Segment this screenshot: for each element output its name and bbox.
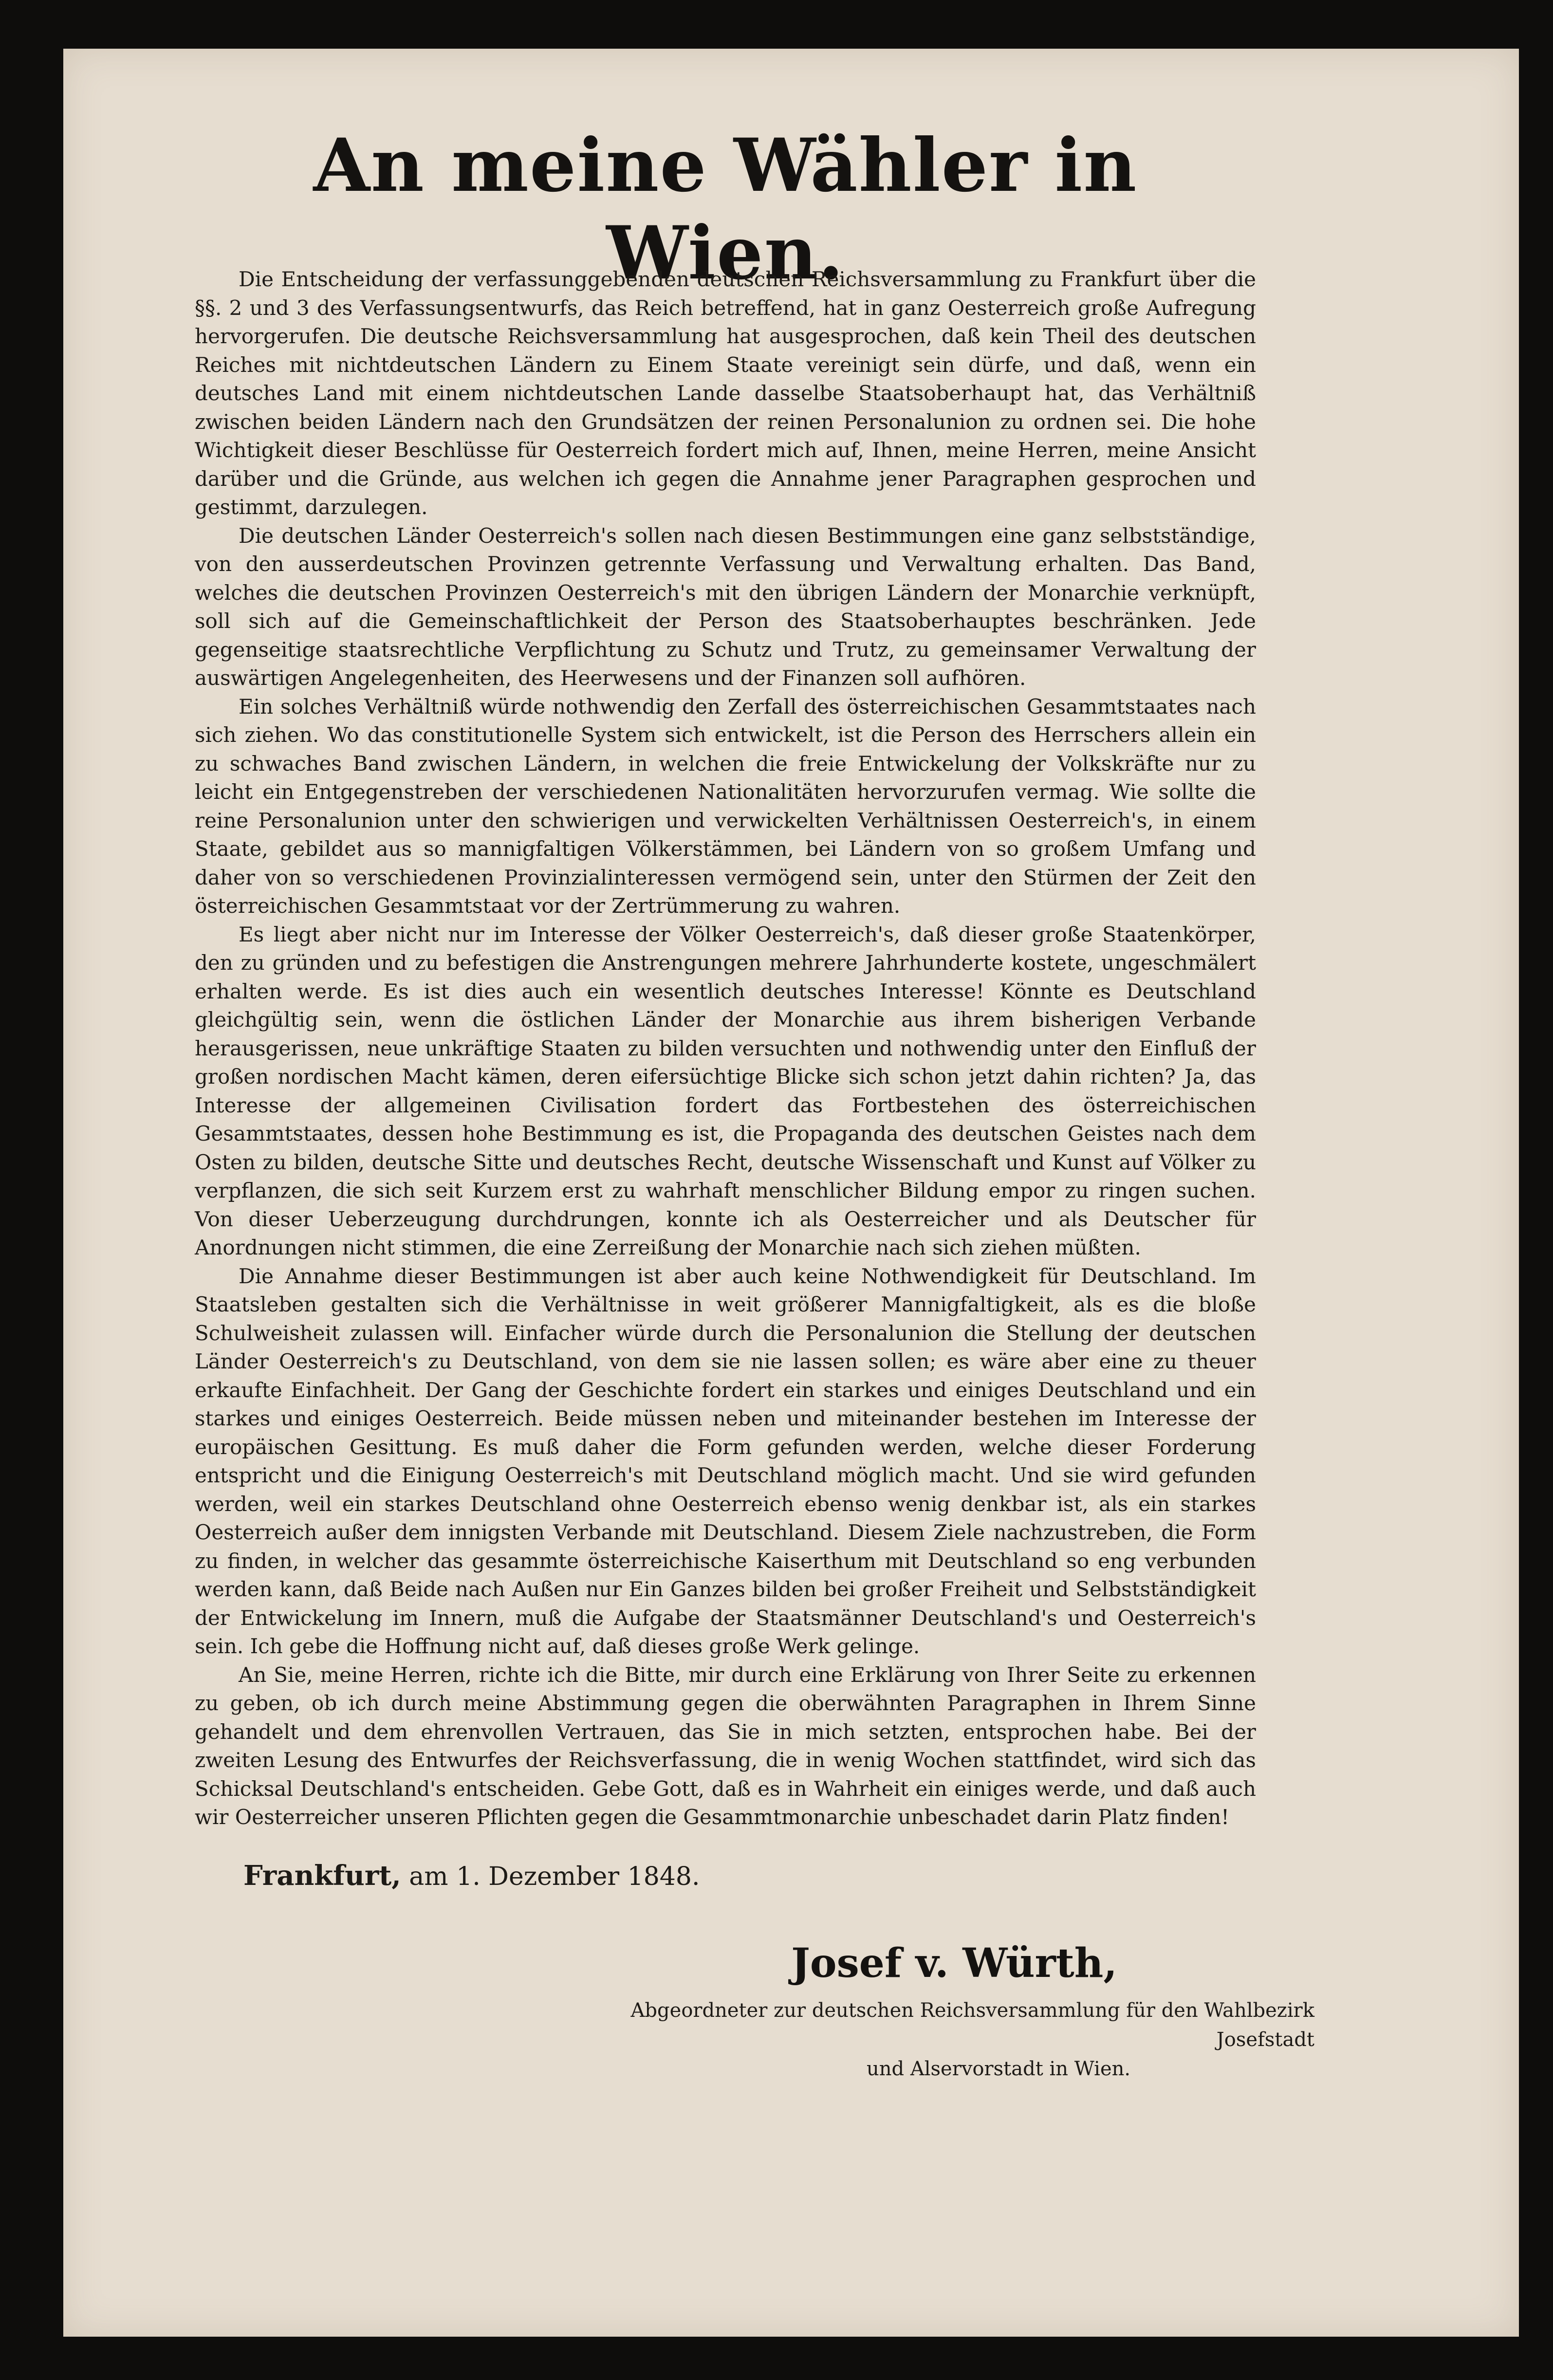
dateline-date: am 1. Dezember 1848. xyxy=(409,1862,700,1891)
signature-role xyxy=(536,1996,1314,2084)
paragraph: An Sie, meine Herren, richte ich die Bitte, mir durch eine Erklärung von Ihrer Seite zu erkennen zu geben, ob ich durch meine Abstimmung gegen die oberwähnten Paragraphen in Ihrem Sinne gehandelt und dem ehrenvollen Vertrauen, das Sie in mich setzten, entsprochen habe. Bei der zweiten Lesung des Entwurfes der Reichsverfassung, die in wenig Wochen stattfindet, wird sich das Schicksal Deutschland's entscheiden. Gebe Gott, daß es in Wahrheit ein einiges werde, und daß auch wir Oesterreicher unseren Pflichten gegen die Gesammtmonarchie unbeschadet darin Platz finden! xyxy=(195,1662,1256,1829)
signature-role-line: Abgeordneter zur deutschen Reichsversammlung für den Wahlbezirk Josefstadt xyxy=(630,1999,1314,2051)
paragraph: Die deutschen Länder Oesterreich's sollen nach diesen Bestimmungen eine ganz selbstständige, von den ausserdeutschen Provinzen getrennte Verfassung und Verwaltung erhalten. Das Band, welches die deutschen Provinzen Oesterreich's mit den übrigen Ländern der Monarchie verknüpft, soll sich auf die Gemeinschaftlichkeit der Person des Staatsoberhauptes beschränken. Jede gegenseitige staatsrechtliche Verpflichtung zu Schutz und Trutz, zu gemeinsamer Verwaltung der auswärtigen Angelegenheiten, des Heerwesens und der Finanzen soll aufhören. xyxy=(195,523,1256,690)
signature-name: Josef v. Würth, xyxy=(791,1940,1117,1987)
paragraph: Es liegt aber nicht nur im Interesse der Völker Oesterreich's, daß dieser große Staatenkörper, den zu gründen und zu befestigen die Anstrengungen mehrere Jahrhunderte kostete, ungeschmälert erhalten werde. Es ist dies auch ein wesentlich deutsches Interesse! Könnte es Deutschland gleichgültig sein, wenn die östlichen Länder der Monarchie aus ihrem bisherigen Verbande herausgerissen, neue unkräftige Staaten zu bilden versuchten und nothwendig unter den Einfluß der großen nordischen Macht kämen, deren eifersüchtige Blicke sich schon jetzt dahin richten? Ja, das Interesse der allgemeinen Civilisation fordert das Fortbestehen des österreichischen Gesammtstaates, dessen hohe Bestimmung es ist, die Propaganda des deutschen Geistes nach dem Osten zu bilden, deutsche Sitte und deutsches Recht, deutsche Wissenschaft und Kunst auf Völker zu verpflanzen, die sich seit Kurzem erst zu wahrhaft menschlicher Bildung empor zu ringen suchen. Von dieser Ueberzeugung durchdrungen, konnte ich als Oesterreicher und als Deutscher für Anordnungen nicht stimmen, die eine Zerreißung der Monarchie nach sich ziehen müßten. xyxy=(195,922,1256,1259)
paragraph: Ein solches Verhältniß würde nothwendig den Zerfall des österreichischen Gesammtstaates nach sich ziehen. Wo das constitutionelle System sich entwickelt, ist die Person des Herrschers allein ein zu schwaches Band zwischen Ländern, in welchen die freie Entwickelung der Volkskräfte nur zu leicht ein Entgegenstreben der verschiedenen Nationalitäten hervorzurufen vermag. Wie sollte die reine Personalunion unter den schwierigen und verwickelten Verhältnissen Oesterreich's, in einem Staate, gebildet aus so mannigfaltigen Völkerstämmen, bei Ländern von so großem Umfang und daher von so verschiedenen Provinzialinteressen vermögend sein, unter den Stürmen der Zeit den österreichischen Gesammtstaat vor der Zertrümmerung zu wahren. xyxy=(195,694,1256,918)
signature-role-line: und Alservorstadt in Wien. xyxy=(867,2058,1131,2080)
paragraph: Die Annahme dieser Bestimmungen ist aber auch keine Nothwendigkeit für Deutschland. Im Staatsleben gestalten sich die Verhältnisse in weit größerer Mannigfaltigkeit, als es die bloße Schulweisheit zulassen will. Einfacher würde durch die Personalunion die Stellung der deutschen Länder Oesterreich's zu Deutschland, von dem sie nie lassen sollen; es wäre aber eine zu theuer erkaufte Einfachheit. Der Gang der Geschichte fordert ein starkes und einiges Deutschland und ein starkes und einiges Oesterreich. Beide müssen neben und miteinander bestehen im Interesse der europäischen Gesittung. Es muß daher die Form gefunden werden, welche dieser Forderung entspricht und die Einigung Oesterreich's mit Deutschland möglich macht. Und sie wird gefunden werden, weil ein starkes Deutschland ohne Oesterreich ebenso wenig denkbar ist, als ein starkes Oesterreich außer dem innigsten Verbande mit Deutschland. Diesem Ziele nachzustreben, die Form zu finden, in welcher das gesammte österreichische Kaiserthum mit Deutschland so eng verbunden werden kann, daß Beide nach Außen nur Ein Ganzes bilden bei großer Freiheit und Selbstständigkeit der Entwickelung im Innern, muß die Aufgabe der Staatsmänner Deutschland's und Oesterreich's sein. Ich gebe die Hoffnung nicht auf, daß dieses große Werk gelinge. xyxy=(195,1264,1256,1658)
page-title: An meine Wähler in Wien. xyxy=(313,123,1138,296)
dateline xyxy=(243,1860,1022,1892)
body-text xyxy=(195,265,1256,1832)
dateline-city: Frankfurt, xyxy=(243,1860,401,1892)
paragraph: Die Entscheidung der verfassunggebenden deutschen Reichsversammlung zu Frankfurt über die §§. 2 und 3 des Verfassungsentwurfs, das Reich betreffend, hat in ganz Oesterreich große Aufregung hervorgerufen. Die deutsche Reichsversammlung hat ausgesprochen, daß kein Theil des deutschen Reiches mit nichtdeutschen Ländern zu Einem Staate vereinigt sein dürfe, und daß, wenn ein deutsches Land mit einem nichtdeutschen Lande dasselbe Staatsoberhaupt hat, das Verhältniß zwischen beiden Ländern nach den Grundsätzen der reinen Personalunion zu ordnen sei. Die hohe Wichtigkeit dieser Beschlüsse für Oesterreich fordert mich auf, Ihnen, meine Herren, meine Ansicht darüber und die Gründe, aus welchen ich gegen die Annahme jener Paragraphen gesprochen und gestimmt, darzulegen. xyxy=(195,267,1256,519)
